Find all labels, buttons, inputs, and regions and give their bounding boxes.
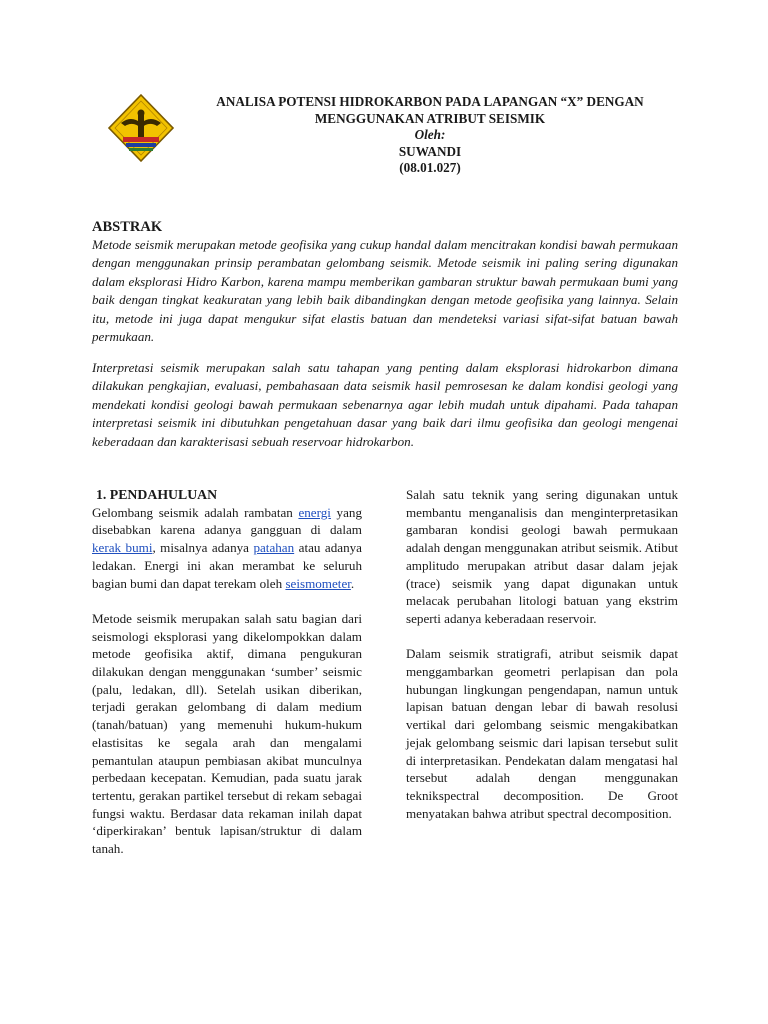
section-heading: 1. PENDAHULUAN: [96, 487, 218, 502]
link-seismometer[interactable]: seismometer: [285, 575, 351, 591]
intro-paragraph-2: Metode seismik merupakan salah satu bagian dari seismologi eksplorasi yang dikelompokkan dalam metode geofisika aktif, dimana pengukuran dilakukan dengan menggunakan ‘sumber’ seismic (palu, ledakan, dll). Setelah usikan diberikan, terjadi gerakan gelombang di dalam medium (tanah/batuan) yang memenuhi hukum-hukum elastisitas ke segala arah dan mengalami pemantulan ataupun pembiasan akibat munculnya perbedaan kecepatan. Kemudian, pada suatu jarak tertentu, gerakan partikel tersebut di rekam sebagai fungsi waktu. Berdasar data rekaman inilah dapat ‘diperkirakan’ bentuk lapisan/struktur di dalam tanah.: [92, 610, 362, 857]
intro-text: , misalnya adanya: [152, 540, 254, 556]
intro-paragraph-4: Dalam seismik stratigrafi, atribut seismik dapat menggambarkan geometri perlapisan dan pola hubungan lingkungan pengendapan, namun untuk lapisan batuan dengan lebar di bawah resolusi vertikal dari gelombang seismic mengakibatkan jejak gelombang seismic dari lapisan tersebut sulit di interpretasikan. Pendekatan dalam mengatasi hal tersebut adalah dengan menggunakan teknikspectral decomposition. De Groot menyatakan bahwa atribut spectral decomposition.: [406, 646, 678, 821]
intro-text: .: [350, 575, 355, 591]
paragraph-gap: [406, 628, 678, 646]
author-id: (08.01.027): [399, 160, 461, 175]
intro-text: atau adanya ledakan. Energi ini akan merambat ke seluruh bagian bumi dan dapat terekam oleh: [92, 540, 362, 591]
abstract-paragraph-2: Interpretasi seismik merupakan salah satu tahapan yang penting dalam eksplorasi hidrokarbon dimana dilakukan pengkajian, evaluasi, pembahasaan data seismik hasil pemrosesan ke dalam kondisi geologi yang mendekati kondisi geologi bawah permukaan sebenarnya agar lebih mudah untuk dipahami. Pada tahapan interpretasi seismik ini dibutuhkan pengetahuan dasar yang baik dari ilmu geofisika dan geologi mengenai keberadaan dan karakterisasi sebuah reservoar hidrokarbon.: [92, 360, 678, 449]
intro-text: yang disebabkan karena adanya gangguan di dalam: [92, 504, 362, 538]
link-energi[interactable]: energi: [298, 504, 331, 520]
document-title-block: [170, 94, 690, 177]
intro-paragraph-1: [92, 504, 362, 593]
title-line-2: MENGGUNAKAN ATRIBUT SEISMIK: [314, 110, 546, 126]
link-kerak-bumi[interactable]: kerak bumi: [92, 540, 153, 556]
link-patahan[interactable]: patahan: [253, 540, 295, 556]
intro-text: Gelombang seismik adalah rambatan: [92, 504, 299, 520]
author-name: SUWANDI: [398, 143, 462, 159]
left-column: [92, 486, 362, 858]
abstract-heading: ABSTRAK: [92, 219, 163, 235]
title-line-1: ANALISA POTENSI HIDROKARBON PADA LAPANGAN “X” DENGAN: [216, 94, 644, 109]
abstract-paragraph-1: Metode seismik merupakan metode geofisika yang cukup handal dalam mencitrakan kondisi bawah permukaan dengan menggunakan prinsip perambatan gelombang seismik. Metode seismik ini paling sering digunakan dalam eksplorasi Hidro Karbon, karena mampu memberikan gambaran struktur bawah permukaan bumi yang baik dengan tingkat keakuratan yang lebih baik dibandingkan dengan metode geofisika yang lainnya. Selain itu, metode ini juga dapat mengukur sifat elastis batuan dan mendeteksi variasi sifat-sifat batuan bawah permukaan.: [92, 237, 678, 345]
university-emblem-icon: [107, 93, 175, 163]
intro-paragraph-3: Salah satu teknik yang sering digunakan untuk membantu menganalisis dan menginterpretasikan gambaran kondisi geologi bawah permukaan adalah dengan menggunakan atribut seismik. Atibut amplitudo merupakan atribut dasar dalam jejak (trace) seismik yang dapat digunakan untuk melacak perubahan litologi batuan yang ekstrim seperti adanya keberadaan reservoir.: [406, 487, 678, 626]
right-column: [406, 486, 678, 822]
paragraph-gap: [92, 592, 362, 610]
author-prefix: Oleh:: [414, 127, 446, 142]
